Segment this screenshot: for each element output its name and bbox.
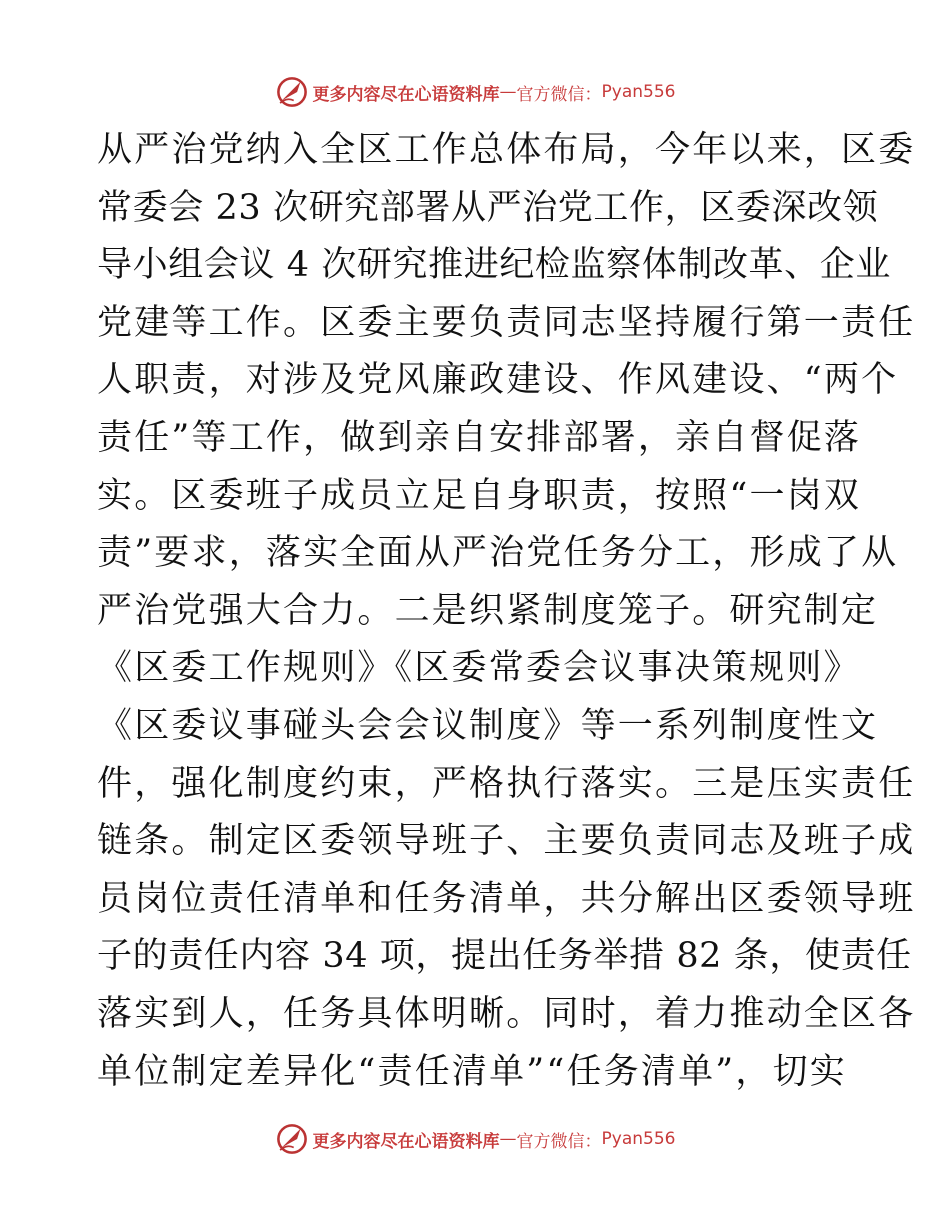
document-body bbox=[97, 122, 916, 1101]
body-line: 子的责任内容 34 项，提出任务举措 82 条，使责任 bbox=[97, 936, 912, 977]
body-line: 落实到人，任务具体明晰。同时，着力推动全区各 bbox=[97, 993, 916, 1034]
body-line: 件，强化制度约束，严格执行落实。三是压实责任 bbox=[97, 763, 916, 804]
watermark-text: 更多内容尽在心语资料库 bbox=[312, 1131, 500, 1152]
body-line: 实。区委班子成员立足自身职责，按照“一岗双 bbox=[97, 475, 862, 516]
watermark-dash: — bbox=[499, 82, 517, 102]
header-watermark bbox=[0, 72, 950, 112]
watermark-text: 更多内容尽在心语资料库 bbox=[312, 84, 500, 105]
body-line: 责任”等工作，做到亲自安排部署，亲自督促落 bbox=[97, 417, 862, 458]
watermark-wechat-id: Pyan556 bbox=[601, 1129, 676, 1149]
body-line: 党建等工作。区委主要负责同志坚持履行第一责任 bbox=[97, 302, 916, 343]
body-line: 常委会 23 次研究部署从严治党工作，区委深改领 bbox=[97, 187, 879, 228]
body-line: 链条。制定区委领导班子、主要负责同志及班子成 bbox=[97, 821, 916, 862]
body-line: 《区委工作规则》《区委常委会议事决策规则》 bbox=[97, 648, 861, 689]
watermark-wechat-id: Pyan556 bbox=[601, 82, 676, 102]
footer-watermark bbox=[0, 1119, 950, 1159]
quill-pen-logo-icon bbox=[275, 1122, 309, 1156]
body-line: 人职责，对涉及党风廉政建设、作风建设、“两个 bbox=[97, 360, 899, 401]
body-line: 从严治党纳入全区工作总体布局，今年以来，区委 bbox=[97, 130, 916, 170]
body-line: 责”要求，落实全面从严治党任务分工，形成了从 bbox=[97, 533, 899, 574]
watermark-official-label: 官方微信： bbox=[516, 1131, 602, 1152]
watermark-dash: — bbox=[499, 1129, 517, 1149]
body-line: 严治党强大合力。二是织紧制度笼子。研究制定 bbox=[97, 590, 879, 631]
body-line: 员岗位责任清单和任务清单，共分解出区委领导班 bbox=[97, 878, 916, 919]
body-line: 单位制定差异化“责任清单”“任务清单”，切实 bbox=[97, 1051, 847, 1092]
body-line: 导小组会议 4 次研究推进纪检监察体制改革、企业 bbox=[97, 245, 891, 286]
body-line: 《区委议事碰头会会议制度》等一系列制度性文 bbox=[97, 705, 879, 746]
quill-pen-logo-icon bbox=[275, 75, 309, 109]
watermark-official-label: 官方微信： bbox=[516, 84, 602, 105]
